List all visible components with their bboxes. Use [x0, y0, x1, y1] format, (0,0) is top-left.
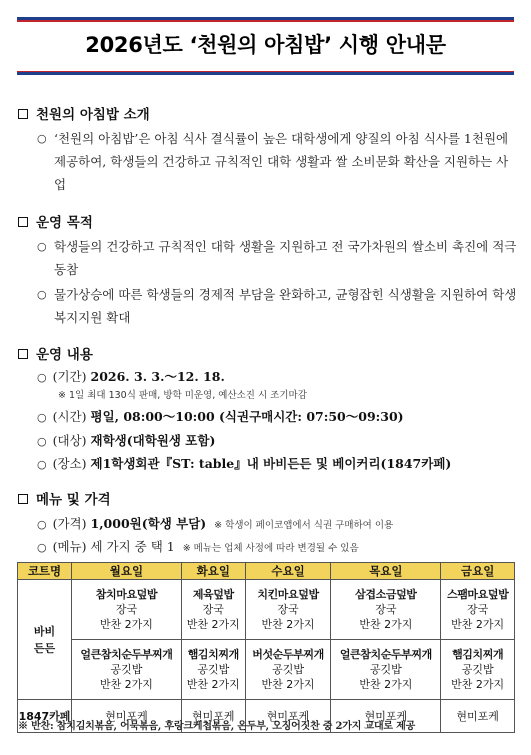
menu-table [17, 562, 515, 733]
title-rule-bottom-blue [17, 72, 514, 75]
cafe-cell: 현미포케 [245, 700, 331, 733]
cafe-cell: 현미포케 [441, 700, 515, 733]
title-banner [17, 17, 514, 75]
menu-cell: 스팸마요덮밥 장국 반찬 2가지 [441, 580, 515, 640]
operation-time: ○ (시간) 평일, 08:00～10:00 (식권구매시간: 07:50～09:30) [37, 409, 404, 424]
page-title: 2026년도 ‘천원의 아침밥’ 시행 안내문 [85, 33, 446, 57]
title-rule-top-red [17, 20, 514, 22]
circle-bullet-icon: ○ [37, 518, 47, 531]
rowhead-cafe: 1847카페 [18, 700, 72, 733]
circle-bullet-icon: ○ [37, 541, 47, 554]
header-monday: 월요일 [72, 563, 182, 580]
cafe-cell: 현미포케 [331, 700, 441, 733]
menu-price-line: ○ (가격) 1,000원(학생 부담) ※ 학생이 페이코앱에서 식권 구매하여 이용 [37, 516, 394, 531]
cafe-cell: 현미포케 [181, 700, 245, 733]
checkbox-square-icon [18, 217, 28, 227]
intro-paragraph [37, 127, 517, 196]
menu-choice-line: ○ (메뉴) 세 가지 중 택 1 ※ 메뉴는 업체 사정에 따라 변경될 수 있음 [37, 539, 359, 554]
menu-cell: 얼큰참치순두부찌개 공깃밥 반찬 2가지 [331, 640, 441, 700]
purpose-item-2 [37, 283, 517, 329]
operation-place: ○ (장소) 제1학생회관『ST: table』내 바비든든 및 베이커리(1847카페) [37, 456, 452, 471]
rowhead-babi [18, 580, 72, 700]
circle-bullet-icon: ○ [37, 132, 47, 145]
purpose-item-1 [37, 235, 517, 281]
checkbox-square-icon [18, 349, 28, 359]
circle-bullet-icon: ○ [37, 458, 47, 471]
side-dish-footnote: ※ 반찬: 참치김치볶음, 어묵볶음, 후랑크케첩볶음, 온두부, 오징어짓찬 중 2가지 교대로 제공 [18, 721, 416, 732]
menu-cell: 햄김치찌개 공깃밥 반찬 2가지 [181, 640, 245, 700]
circle-bullet-icon: ○ [37, 288, 47, 301]
checkbox-square-icon [18, 109, 28, 119]
menu-cell: 얼큰참치순두부찌개 공깃밥 반찬 2가지 [72, 640, 182, 700]
header-friday: 금요일 [441, 563, 515, 580]
purpose-text-2: 물가상승에 따른 학생들의 경제적 부담을 완화하고, 균형잡힌 식생활을 지원하여 학생 복지지원 확대 [54, 287, 517, 325]
menu-cell: 햄김치찌개 공깃밥 반찬 2가지 [441, 640, 515, 700]
menu-cell: 삼겹소금덮밥 장국 반찬 2가지 [331, 580, 441, 640]
purpose-text-1: 학생들의 건강하고 규칙적인 대학 생활을 지원하고 전 국가차원의 쌀소비 촉진에 적극 동참 [54, 239, 517, 277]
checkbox-square-icon [18, 494, 28, 504]
operation-period-note: ※ 1일 최대 130식 판매, 방학 미운영, 예산소진 시 조기마감 [58, 390, 307, 401]
header-wednesday: 수요일 [245, 563, 331, 580]
rowhead-babi-label: 바비 든든 [33, 624, 56, 655]
circle-bullet-icon: ○ [37, 371, 47, 384]
section-heading-intro: 천원의 아침밥 소개 [18, 103, 150, 123]
circle-bullet-icon: ○ [37, 411, 47, 424]
cafe-cell: 현미포케 [72, 700, 182, 733]
menu-cell: 제육덮밥 장국 반찬 2가지 [181, 580, 245, 640]
circle-bullet-icon: ○ [37, 240, 47, 253]
section-heading-operation: 운영 내용 [18, 343, 93, 363]
operation-period: ○ (기간) 2026. 3. 3.～12. 18. [37, 369, 225, 384]
table-row [18, 640, 515, 700]
section-heading-purpose: 운영 목적 [18, 211, 93, 231]
header-court: 코트명 [18, 563, 72, 580]
menu-cell: 참치마요덮밥 장국 반찬 2가지 [72, 580, 182, 640]
intro-text: ‘천원의 아침밥’은 아침 식사 결식률이 높은 대학생에게 양질의 아침 식사를 1천원에 제공하여, 학생들의 건강하고 규칙적인 대학 생활과 쌀 소비문화 확산을 지원하는 사업 [54, 131, 509, 192]
circle-bullet-icon: ○ [37, 435, 47, 448]
header-tuesday: 화요일 [181, 563, 245, 580]
header-thursday: 목요일 [331, 563, 441, 580]
menu-cell: 버섯순두부찌개 공깃밥 반찬 2가지 [245, 640, 331, 700]
table-header-row [18, 563, 515, 580]
section-heading-menu-price: 메뉴 및 가격 [18, 488, 111, 508]
operation-target: ○ (대상) 재학생(대학원생 포함) [37, 433, 216, 448]
table-row [18, 580, 515, 640]
menu-cell: 치킨마요덮밥 장국 반찬 2가지 [245, 580, 331, 640]
